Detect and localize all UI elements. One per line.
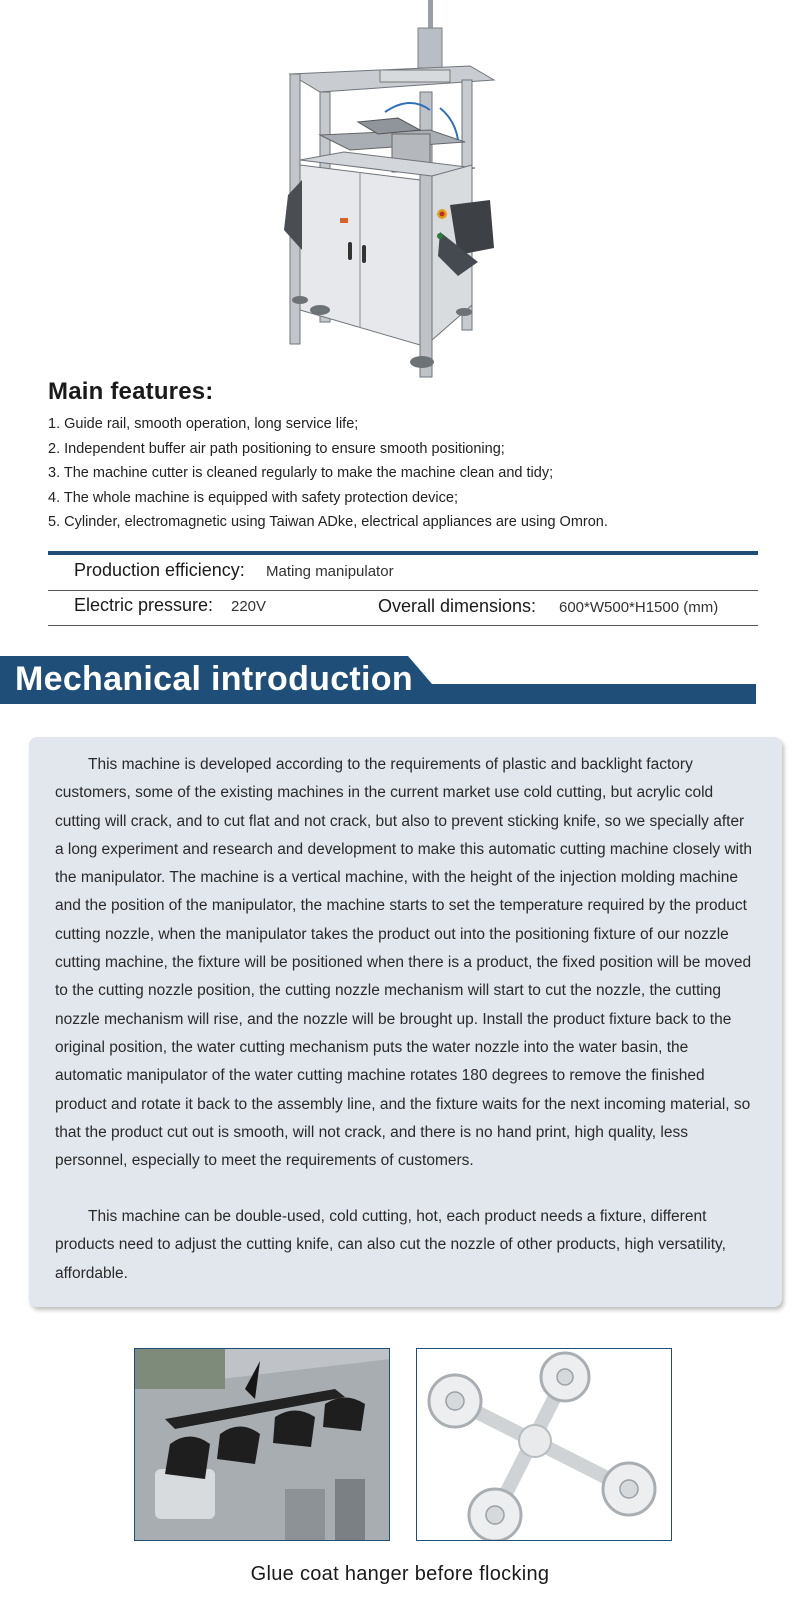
dimensions-value: 600*W500*H1500 (mm) <box>559 599 719 616</box>
dimensions-label: Overall dimensions: <box>378 596 537 616</box>
section-title: Mechanical introduction <box>15 660 413 698</box>
efficiency-label: Production efficiency: <box>74 560 245 580</box>
feature-item: 4. The whole machine is equipped with safety protection device; <box>48 489 459 506</box>
intro-paragraph: This machine can be double-used, cold cutting, hot, each product needs a fixture, different products need to adjust the cutting knife, can also cut the nozzle of other products, high versatility, affordable. <box>55 1208 726 1282</box>
intro-panel <box>29 737 782 1307</box>
spec-bottom-rule <box>48 625 758 626</box>
feature-item: 3. The machine cutter is cleaned regularly to make the machine clean and tidy; <box>48 465 554 481</box>
feature-item: 5. Cylinder, electromagnetic using Taiwan ADke, electrical appliances are using Omron. <box>48 514 608 530</box>
features-title: Main features: <box>48 378 214 405</box>
fixture-photo <box>134 1348 390 1541</box>
pressure-label: Electric pressure: <box>74 595 214 615</box>
pressure-value: 220V <box>231 598 267 615</box>
feature-item: 2. Independent buffer air path positioning to ensure smooth positioning; <box>48 440 505 457</box>
hanger-photo <box>416 1348 672 1541</box>
gallery-caption: Glue coat hanger before flocking <box>250 1563 550 1585</box>
feature-item: 1. Guide rail, smooth operation, long service life; <box>48 416 359 432</box>
intro-paragraph: This machine is developed according to the requirements of plastic and backlight factory customers, some of the existing machines in the current market use cold cutting, but acrylic cold cutting will crack, and to cut flat and not crack, but also to prevent sticking knife, so we specially after a long experiment and research and development to make this automatic cutting machine closely with the manipulator. The machine is a vertical machine, with the height of the injection molding machine and the position of the manipulator, the machine starts to set the temperature required by the product cutting nozzle, when the manipulator takes the product out into the positioning fixture of our nozzle cutting machine, the fixture will be positioned when there is a product, the fixed position will be moved to the cutting nozzle position, the cutting nozzle mechanism will start to cut the nozzle, the cutting nozzle mechanism will rise, and the nozzle will be brought up. Install the product fixture back to the original position, the water cutting mechanism puts the water nozzle into the water basin, the automatic manipulator of the water cutting machine rotates 180 degrees to remove the finished product and rotate it back to the assembly line, and the fixture waits for the next incoming material, so that the product cut out is smooth, will not crack, and there is no hand print, high quality, less personnel, especially to meet the requirements of customers. <box>55 756 753 1170</box>
machine-image <box>280 0 510 385</box>
spec-top-rule <box>48 551 758 555</box>
spec-divider <box>48 590 758 591</box>
features-list <box>48 412 608 535</box>
efficiency-value: Mating manipulator <box>266 563 394 580</box>
